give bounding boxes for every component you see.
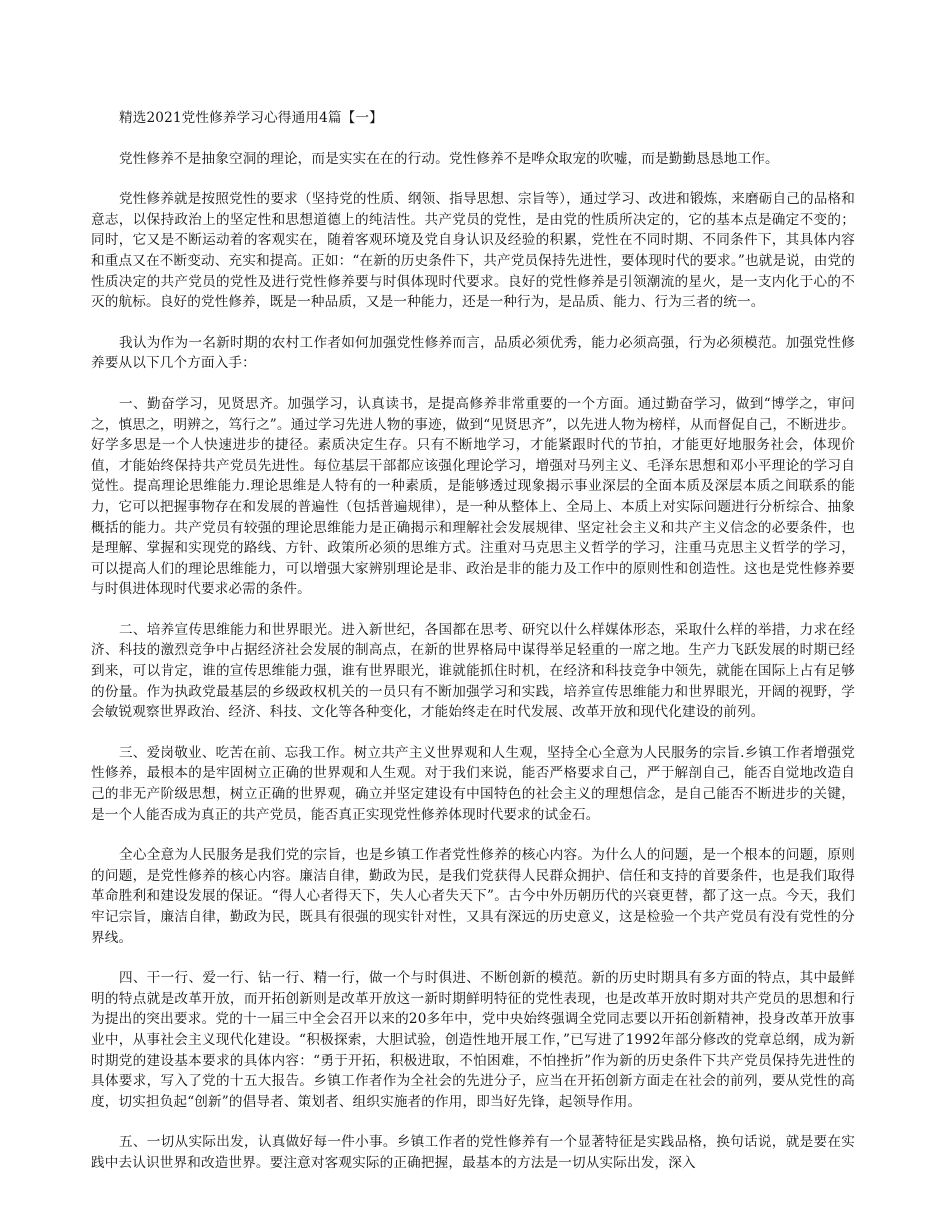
paragraph-point-four: 四、干一行、爱一行、钻一行、精一行，做一个与时俱进、不断创新的模范。新的历史时期具有多方面的特点，其中最鲜明的特点就是改革开放，而开拓创新则是改革开放这一新时期鲜明特征的党性表现，也是改革开放时期对共产党员的思想和行为提出的突出要求。党的十一届三中全会召开以来的20多年中，党中央始终强调全党同志要以开拓创新精神，投身改革开放事业中，从事社会主义现代化建设。“积极探索，大胆试验，创造性地开展工作，”已写进了1992年部分修改的党章总纲，成为新时期党的建设基本要求的具体内容：“勇于开拓，积极进取，不怕困难，不怕挫折”作为新的历史条件下共产党员保持先进性的具体要求，写入了党的十五大报告。乡镇工作者作为全社会的先进分子，应当在开拓创新方面走在社会的前列，要从党性的高度，切实担负起“创新”的倡导者、策划者、组织实施者的作用，即当好先锋，起领导作用。 (91, 970, 855, 1110)
paragraph-point-two: 二、培养宣传思维能力和世界眼光。进入新世纪，各国都在思考、研究以什么样媒体形态，采取什么样的举措，力求在经济、科技的激烈竞争中占据经济社会发展的制高点，在新的世界格局中谋得举足轻重的一席之地。生产力飞跃发展的时期已经到来，可以肯定，谁的宣传思维能力强，谁有世界眼光，谁就能抓住时机，在经济和科技竞争中领先，就能在国际上占有足够的份量。作为执政党最基层的乡级政权机关的一员只有不断加强学习和实践，培养宣传思维能力和世界眼光，开阔的视野，学会敏锐观察世界政治、经济、科技、文化等各种变化，才能始终走在时代发展、改革开放和现代化建设的前列。 (91, 621, 855, 721)
paragraph-intro: 党性修养不是抽象空洞的理论，而是实实在在的行动。党性修养不是哗众取宠的吹嘘，而是勤勤恳恳地工作。 (119, 150, 779, 167)
paragraph-point-one: 一、勤奋学习，见贤思齐。加强学习，认真读书，是提高修养非常重要的一个方面。通过勤奋学习，做到“博学之，审问之，慎思之，明辨之，笃行之”。通过学习先进人物的事迹，做到“见贤思齐”，以先进人物为榜样，从而督促自己，不断进步。好学多思是一个人快速进步的捷径。素质决定生存。只有不断地学习，才能紧跟时代的节拍，才能更好地服务社会，体现价值，才能始终保持共产党员先进性。每位基层干部都应该强化理论学习，增强对马列主义、毛泽东思想和邓小平理论的学习自觉性。提高理论思维能力.理论思维是人特有的一种素质，是能够透过现象揭示事业深层的全面本质及深层本质之间联系的能力，它可以把握事物存在和发展的普遍性（包括普遍规律），是一种从整体上、全局上、本质上对实际问题进行分析综合、抽象概括的能力。共产党员有较强的理论思维能力是正确揭示和理解社会发展规律、坚定社会主义和共产主义信念的必要条件，也是理解、掌握和实现党的路线、方针、政策所必须的思维方式。注重对马克思主义哲学的学习，注重马克思主义哲学的学习，可以提高人们的理论思维能力，可以增强大家辨别理论是非、政治是非的能力及工作中的原则性和创造性。这也是党性修养要与时俱进体现时代要求必需的条件。 (91, 395, 855, 598)
paragraph-definition: 党性修养就是按照党性的要求（坚持党的性质、纲领、指导思想、宗旨等），通过学习、改进和锻炼，来磨砺自己的品格和意志，以保持政治上的坚定性和思想道德上的纯洁性。共产党员的党性，是由党的性质所决定的，它的基本点是确定不变的；同时，它又是不断运动着的客观实在，随着客观环境及党自身认识及经验的积累，党性在不同时期、不同条件下，其具体内容和重点又在不断变动、充实和提高。正如：“在新的历史条件下，共产党员保持先进性，要体现时代的要求。”也就是说，由党的性质决定的共产党员的党性及进行党性修养要与时俱体现时代要求。良好的党性修养是引领潮流的星火，是一支内化于心的不灭的航标。良好的党性修养，既是一种品质，又是一种能力，还是一种行为，是品质、能力、行为三者的统一。 (91, 191, 855, 311)
paragraph-point-five: 五、一切从实际出发，认真做好每一件小事。乡镇工作者的党性修养有一个显著特征是实践品格，换句话说，就是要在实践中去认识世界和改造世界。要注意对客观实际的正确把握，最基本的方法是一切从实际出发，深入 (91, 1134, 855, 1171)
paragraph-service: 全心全意为人民服务是我们党的宗旨，也是乡镇工作者党性修养的核心内容。为什么人的问题，是一个根本的问题，原则的问题，是党性修养的核心内容。廉洁自律，勤政为民，是我们党获得人民群众拥护、信任和支持的首要条件，也是我们取得革命胜利和建设发展的保证。“得人心者得天下，失人心者失天下”。古今中外历朝历代的兴衰更替，都了这一点。今天，我们牢记宗旨，廉洁自律，勤政为民，既具有很强的现实针对性，又具有深远的历史意义，这是检验一个共产党员有没有党性的分界线。 (91, 847, 855, 946)
document-title: 精选2021党性修养学习心得通用4篇【一】 (119, 110, 383, 126)
document-body (91, 149, 855, 1174)
paragraph-approach: 我认为作为一名新时期的农村工作者如何加强党性修养而言，品质必须优秀，能力必须高强，行为必须模范。加强党性修养要从以下几个方面入手： (91, 334, 855, 372)
paragraph-point-three: 三、爱岗敬业、吃苦在前、忘我工作。树立共产主义世界观和人生观，坚持全心全意为人民服务的宗旨.乡镇工作者增强党性修养，最根本的是牢固树立正确的世界观和人生观。对于我们来说，能否严格要求自己，严于解剖自己，能否自觉地改造自己的非无产阶级思想，树立正确的世界观，确立并坚定建设有中国特色的社会主义的理想信念，是自己能否不断进步的关键，是一个人能否成为真正的共产党员，能否真正实现党性修养体现时代要求的试金石。 (91, 744, 855, 823)
